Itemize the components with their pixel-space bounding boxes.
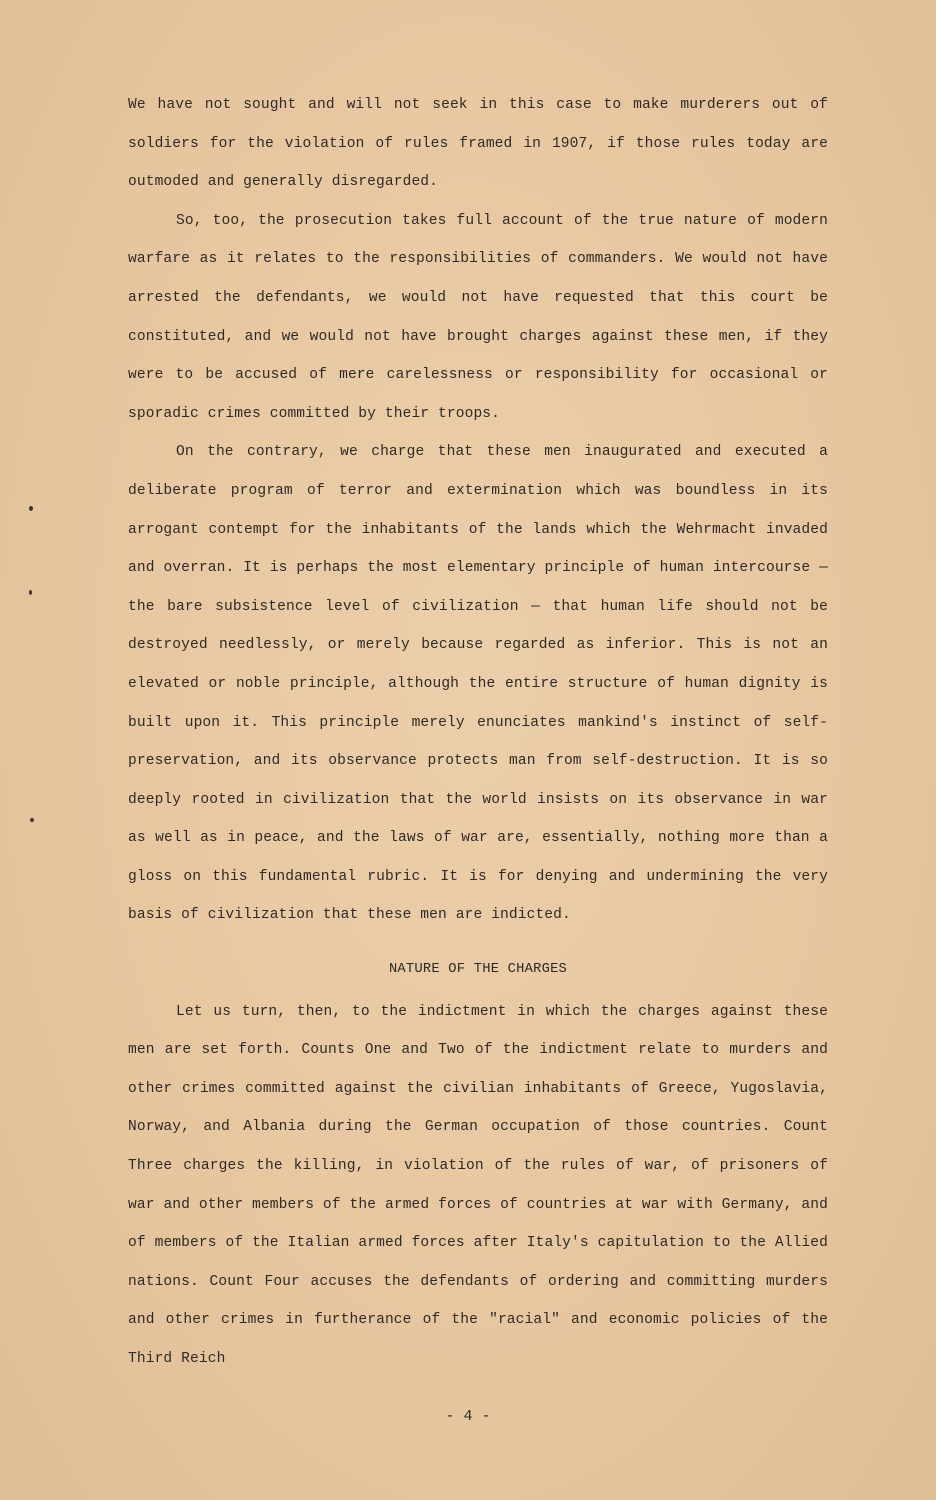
paragraph-rules-1907: We have not sought and will not seek in this case to make murderers out of soldiers for the violation of rules framed in 1907, if those rules today are outmoded and generally disregarded. — [128, 97, 828, 191]
paragraph-modern-warfare: So, too, the prosecution takes full account of the true nature of modern warfare as it relates to the responsibilities of commanders. We would not have arrested the defendants, we would not have requested that this court be constituted, and we would not have brought charges against these men, if they were to be accused of mere carelessness or responsibility for occasional or sporadic crimes committed by their troops. — [128, 212, 828, 422]
ink-speck — [29, 506, 33, 511]
section-heading: NATURE OF THE CHARGES — [388, 962, 568, 978]
ink-speck — [30, 818, 34, 822]
paragraph-indictment-counts: Let us turn, then, to the indictment in which the charges against these men are set forth. Counts One and Two of the indictment relate to murders and other crimes committed against the civilian inhabitants of Greece, Yugoslavia, Norway, and Albania during the German occupation of those countries. Count Three charges the killing, in violation of the rules of war, of prisoners of war and other members of the armed forces of countries at war with Germany, and of members of the Italian armed forces after Italy's capitulation to the Allied nations. Count Four accuses the defendants of ordering and committing murders and other crimes in furtherance of the "racial" and economic policies of the Third Reich — [128, 1003, 828, 1367]
ink-speck — [29, 590, 32, 595]
body-text — [128, 86, 828, 1379]
paragraph-deliberate-program: On the contrary, we charge that these men inaugurated and executed a deliberate program of terror and extermination which was boundless in its arrogant contempt for the inhabitants of the lands which the Wehrmacht invaded and overran. It is perhaps the most elementary principle of human intercourse — the bare subsistence level of civilization — that human life should not be destroyed needlessly, or merely because regarded as inferior. This is not an elevated or noble principle, although the entire structure of human dignity is built upon it. This principle merely enunciates mankind's instinct of self-preservation, and its observance protects man from self-destruction. It is so deeply rooted in civilization that the world insists on its observance in war as well as in peace, and the laws of war are, essentially, nothing more than a gloss on this fundamental rubric. It is for denying and undermining the very basis of civilization that these men are indicted. — [128, 444, 828, 924]
page-number: - 4 - — [445, 1408, 491, 1425]
